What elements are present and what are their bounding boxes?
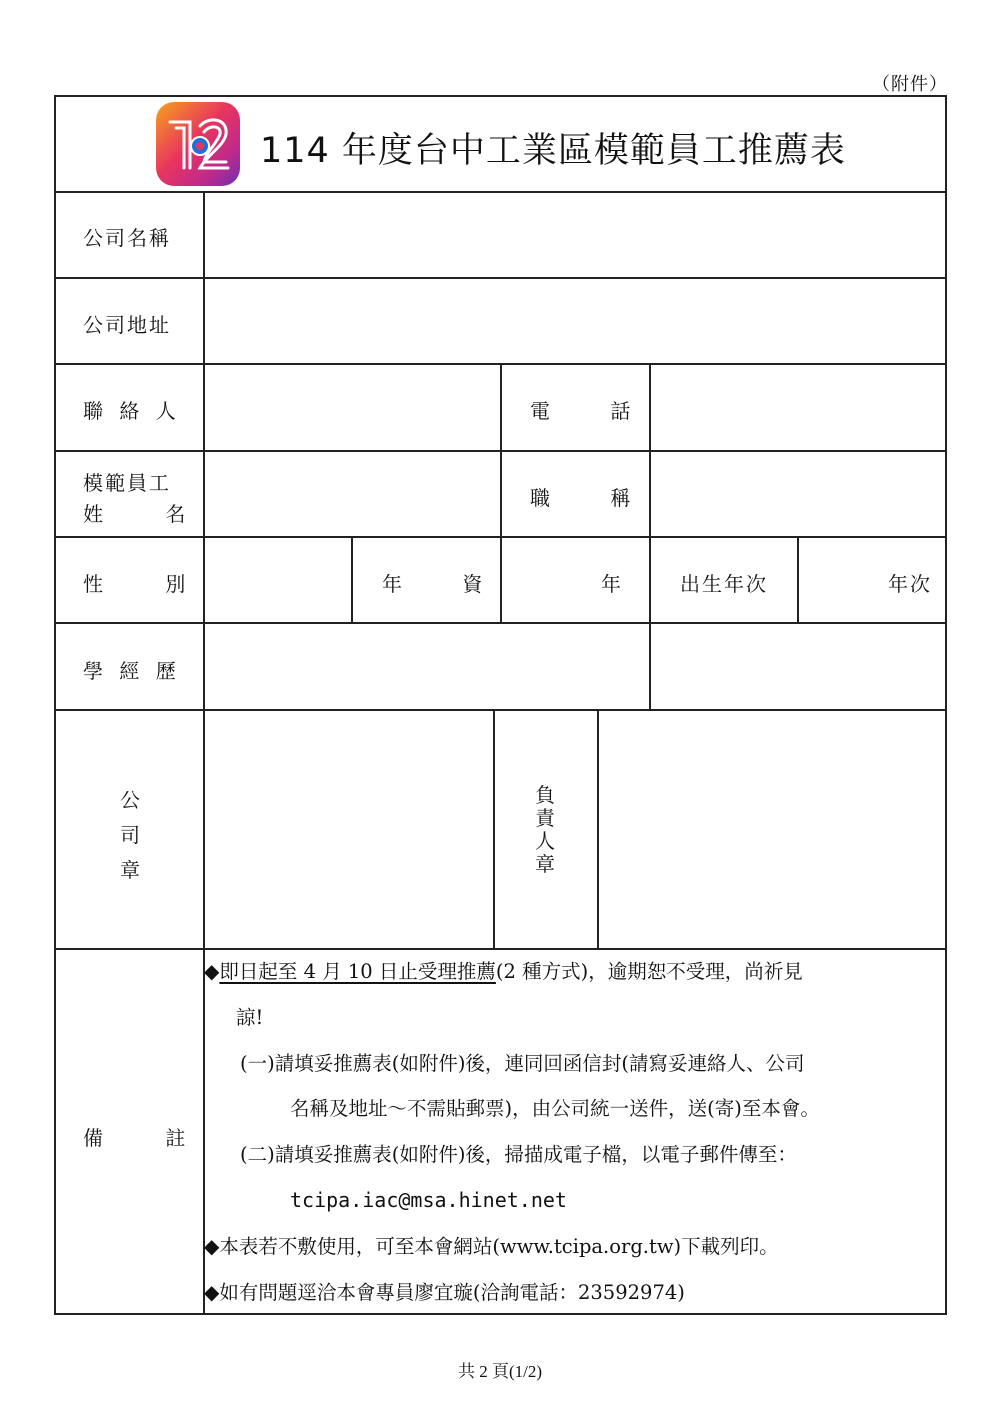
employee-name-field[interactable]: [205, 452, 498, 534]
note-line: [204, 1224, 944, 1270]
note-line: (二)請填妥推薦表(如附件)後，掃描成電子檔，以電子郵件傳至：: [240, 1143, 797, 1167]
column-divider: [493, 709, 495, 948]
recommendation-form: [54, 95, 947, 1315]
company-name-field[interactable]: [205, 193, 945, 275]
note-line: 諒!: [236, 1005, 264, 1029]
bullet-diamond-icon: ◆: [204, 1233, 220, 1258]
job-title-field[interactable]: [651, 452, 945, 534]
gender-field[interactable]: [205, 538, 349, 620]
bullet-diamond-icon: ◆: [204, 959, 220, 983]
seal-char: 公: [120, 788, 140, 812]
seal-char: 司: [120, 823, 140, 847]
bullet-diamond-icon: ◆: [204, 1279, 220, 1304]
company-seal-area[interactable]: [205, 711, 491, 946]
deadline-text: 即日起至 4 月 10 日止受理推薦: [219, 960, 496, 983]
seal-char: 人: [535, 829, 555, 853]
seniority-field[interactable]: [502, 538, 598, 620]
contact-person-field[interactable]: [205, 365, 498, 448]
note-text: (2 種方式)，逾期恕不受理，尚祈見: [495, 960, 803, 983]
phone-field[interactable]: [651, 365, 945, 448]
company-seal-label: [116, 783, 144, 888]
page-footer: 共 2 頁(1/2): [457, 1362, 543, 1381]
note-line: (一)請填妥推薦表(如附件)後，連同回函信封(請寫妥連絡人、公司: [240, 1051, 805, 1075]
seal-char: 責: [535, 806, 555, 830]
responsible-seal-label: [533, 784, 557, 876]
remarks-label: 備 註: [83, 1126, 188, 1150]
seal-char: 章: [535, 852, 555, 876]
seniority-unit: 年: [601, 572, 623, 596]
education-experience-label: 學 經 歷: [83, 659, 178, 683]
note-text: 本表若不敷使用，可至本會網站(www.tcipa.org.tw)下載列印。: [219, 1234, 779, 1258]
note-line: 名稱及地址～不需貼郵票)，由公司統一送件，送(寄)至本會。: [290, 1097, 820, 1121]
seniority-label: 年 資: [382, 572, 485, 596]
company-address-field[interactable]: [205, 279, 945, 361]
company-name-label: 公司名稱: [83, 226, 171, 250]
attachment-label: （附件）: [872, 74, 948, 95]
email-address: tcipa.iac@msa.hinet.net: [290, 1187, 567, 1212]
event-logo-icon: [156, 102, 240, 186]
job-title-label: 職 稱: [530, 486, 633, 510]
gender-label: 性 別: [83, 572, 188, 596]
column-divider: [351, 536, 353, 622]
remarks-notes: [204, 949, 944, 1315]
contact-person-text: 聯 絡 人: [83, 399, 178, 423]
responsible-seal-area[interactable]: [599, 711, 945, 946]
note-text: 如有問題逕洽本會專員廖宜璇(洽詢電話：23592974): [219, 1280, 685, 1304]
model-employee-label: 模範員工: [83, 471, 171, 495]
birth-year-unit: 年次: [888, 572, 932, 596]
form-header: [56, 97, 945, 191]
note-line: [204, 949, 944, 995]
employee-name-label: 姓 名: [83, 502, 188, 526]
form-title: 114 年度台中工業區模範員工推薦表: [260, 131, 846, 171]
phone-label: 電 話: [530, 399, 633, 423]
birth-year-field[interactable]: [799, 538, 885, 620]
contact-person-label: [83, 395, 178, 424]
note-line: [204, 1270, 944, 1316]
birth-year-label: 出生年次: [680, 572, 768, 596]
company-address-label: 公司地址: [83, 313, 171, 337]
seal-char: 負: [535, 783, 555, 807]
seal-char: 章: [120, 858, 140, 882]
education-experience-area[interactable]: [205, 624, 945, 707]
